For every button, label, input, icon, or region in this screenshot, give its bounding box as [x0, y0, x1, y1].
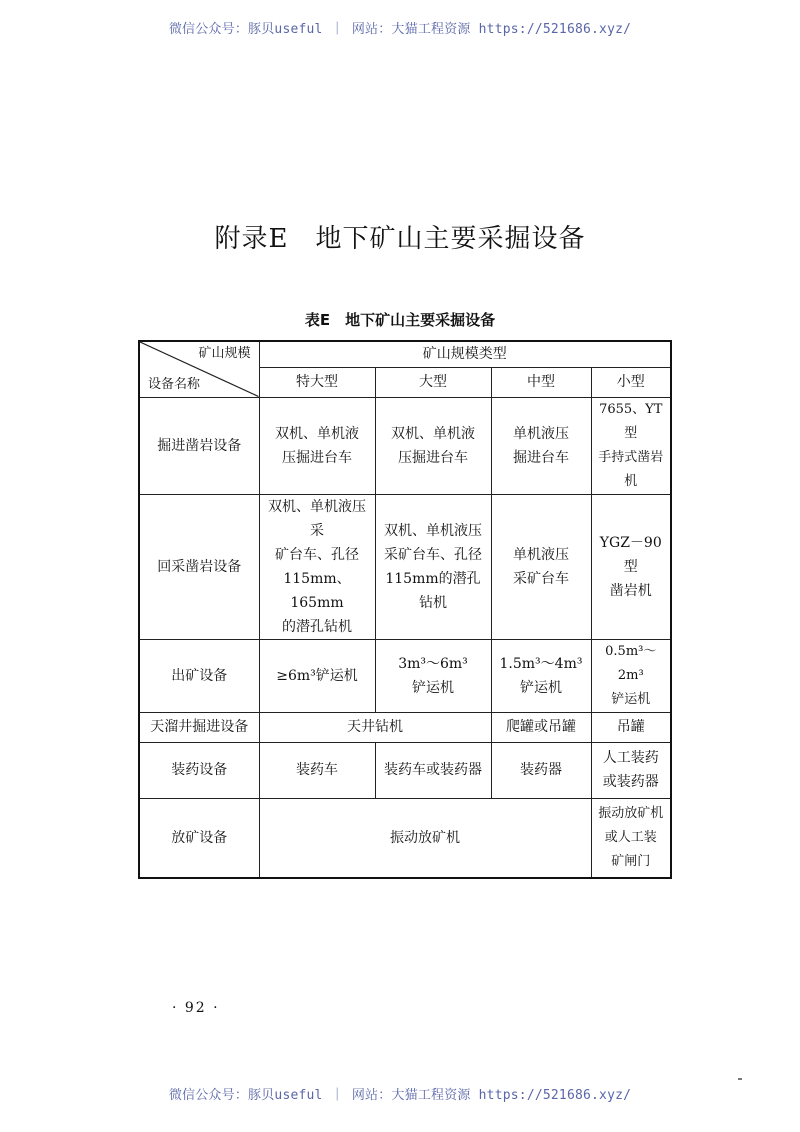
row-label: 回采凿岩设备 — [139, 494, 259, 639]
row-label: 掘进凿岩设备 — [139, 397, 259, 494]
watermark-top: 微信公众号：豚贝useful ｜ 网站：大猫工程资源 https://521686.xyz/ — [168, 22, 632, 37]
table-row — [139, 742, 671, 798]
table-title: 表E 地下矿山主要采掘设备 — [304, 311, 496, 329]
table-cell: 单机液压 掘进台车 — [491, 397, 591, 494]
column-header: 中型 — [491, 367, 591, 397]
row-label: 放矿设备 — [139, 798, 259, 878]
table-row — [139, 798, 671, 878]
page-number: · 92 · — [172, 1000, 220, 1016]
table-row — [139, 494, 671, 639]
table-cell: 双机、单机液 压掘进台车 — [259, 397, 375, 494]
row-label: 出矿设备 — [139, 639, 259, 712]
table-cell: 振动放矿机 — [259, 798, 591, 878]
table-header-row — [139, 341, 671, 367]
column-header: 小型 — [591, 367, 671, 397]
watermark-bottom: 微信公众号：豚贝useful ｜ 网站：大猫工程资源 https://521686.xyz/ — [168, 1088, 632, 1103]
table-cell: 人工装药 或装药器 — [591, 742, 671, 798]
table-cell: 双机、单机液 压掘进台车 — [375, 397, 491, 494]
table-cell: 1.5m³～4m³ 铲运机 — [491, 639, 591, 712]
group-header-cell: 矿山规模类型 — [259, 341, 671, 367]
table-cell: 7655、YT型 手持式凿岩机 — [591, 397, 671, 494]
table-row — [139, 639, 671, 712]
corner-label-scale: 矿山规模 — [198, 346, 251, 361]
table-cell: 天井钻机 — [259, 712, 491, 742]
column-header: 特大型 — [259, 367, 375, 397]
scan-mark — [738, 1078, 742, 1080]
table-row — [139, 712, 671, 742]
table-cell: 装药器 — [491, 742, 591, 798]
table-cell: 0.5m³～2m³ 铲运机 — [591, 639, 671, 712]
table-cell: 爬罐或吊罐 — [491, 712, 591, 742]
table-cell: 吊罐 — [591, 712, 671, 742]
diagonal-header-cell — [139, 341, 259, 397]
table-cell: 双机、单机液压采 矿台车、孔径 115mm、165mm 的潜孔钻机 — [259, 494, 375, 639]
table-cell: 双机、单机液压 采矿台车、孔径 115mm的潜孔 钻机 — [375, 494, 491, 639]
row-label: 天溜井掘进设备 — [139, 712, 259, 742]
table-row — [139, 397, 671, 494]
table-cell: 3m³～6m³ 铲运机 — [375, 639, 491, 712]
table-cell: ≥6m³铲运机 — [259, 639, 375, 712]
table-cell: 装药车或装药器 — [375, 742, 491, 798]
equipment-table — [138, 340, 672, 879]
page-title: 附录E 地下矿山主要采掘设备 — [214, 224, 586, 254]
column-header: 大型 — [375, 367, 491, 397]
corner-label-equipment: 设备名称 — [148, 376, 201, 392]
table-cell: 单机液压 采矿台车 — [491, 494, 591, 639]
table-cell: 振动放矿机 或人工装 矿闸门 — [591, 798, 671, 878]
table-cell: YGZ－90型 凿岩机 — [591, 494, 671, 639]
row-label: 装药设备 — [139, 742, 259, 798]
table-cell: 装药车 — [259, 742, 375, 798]
